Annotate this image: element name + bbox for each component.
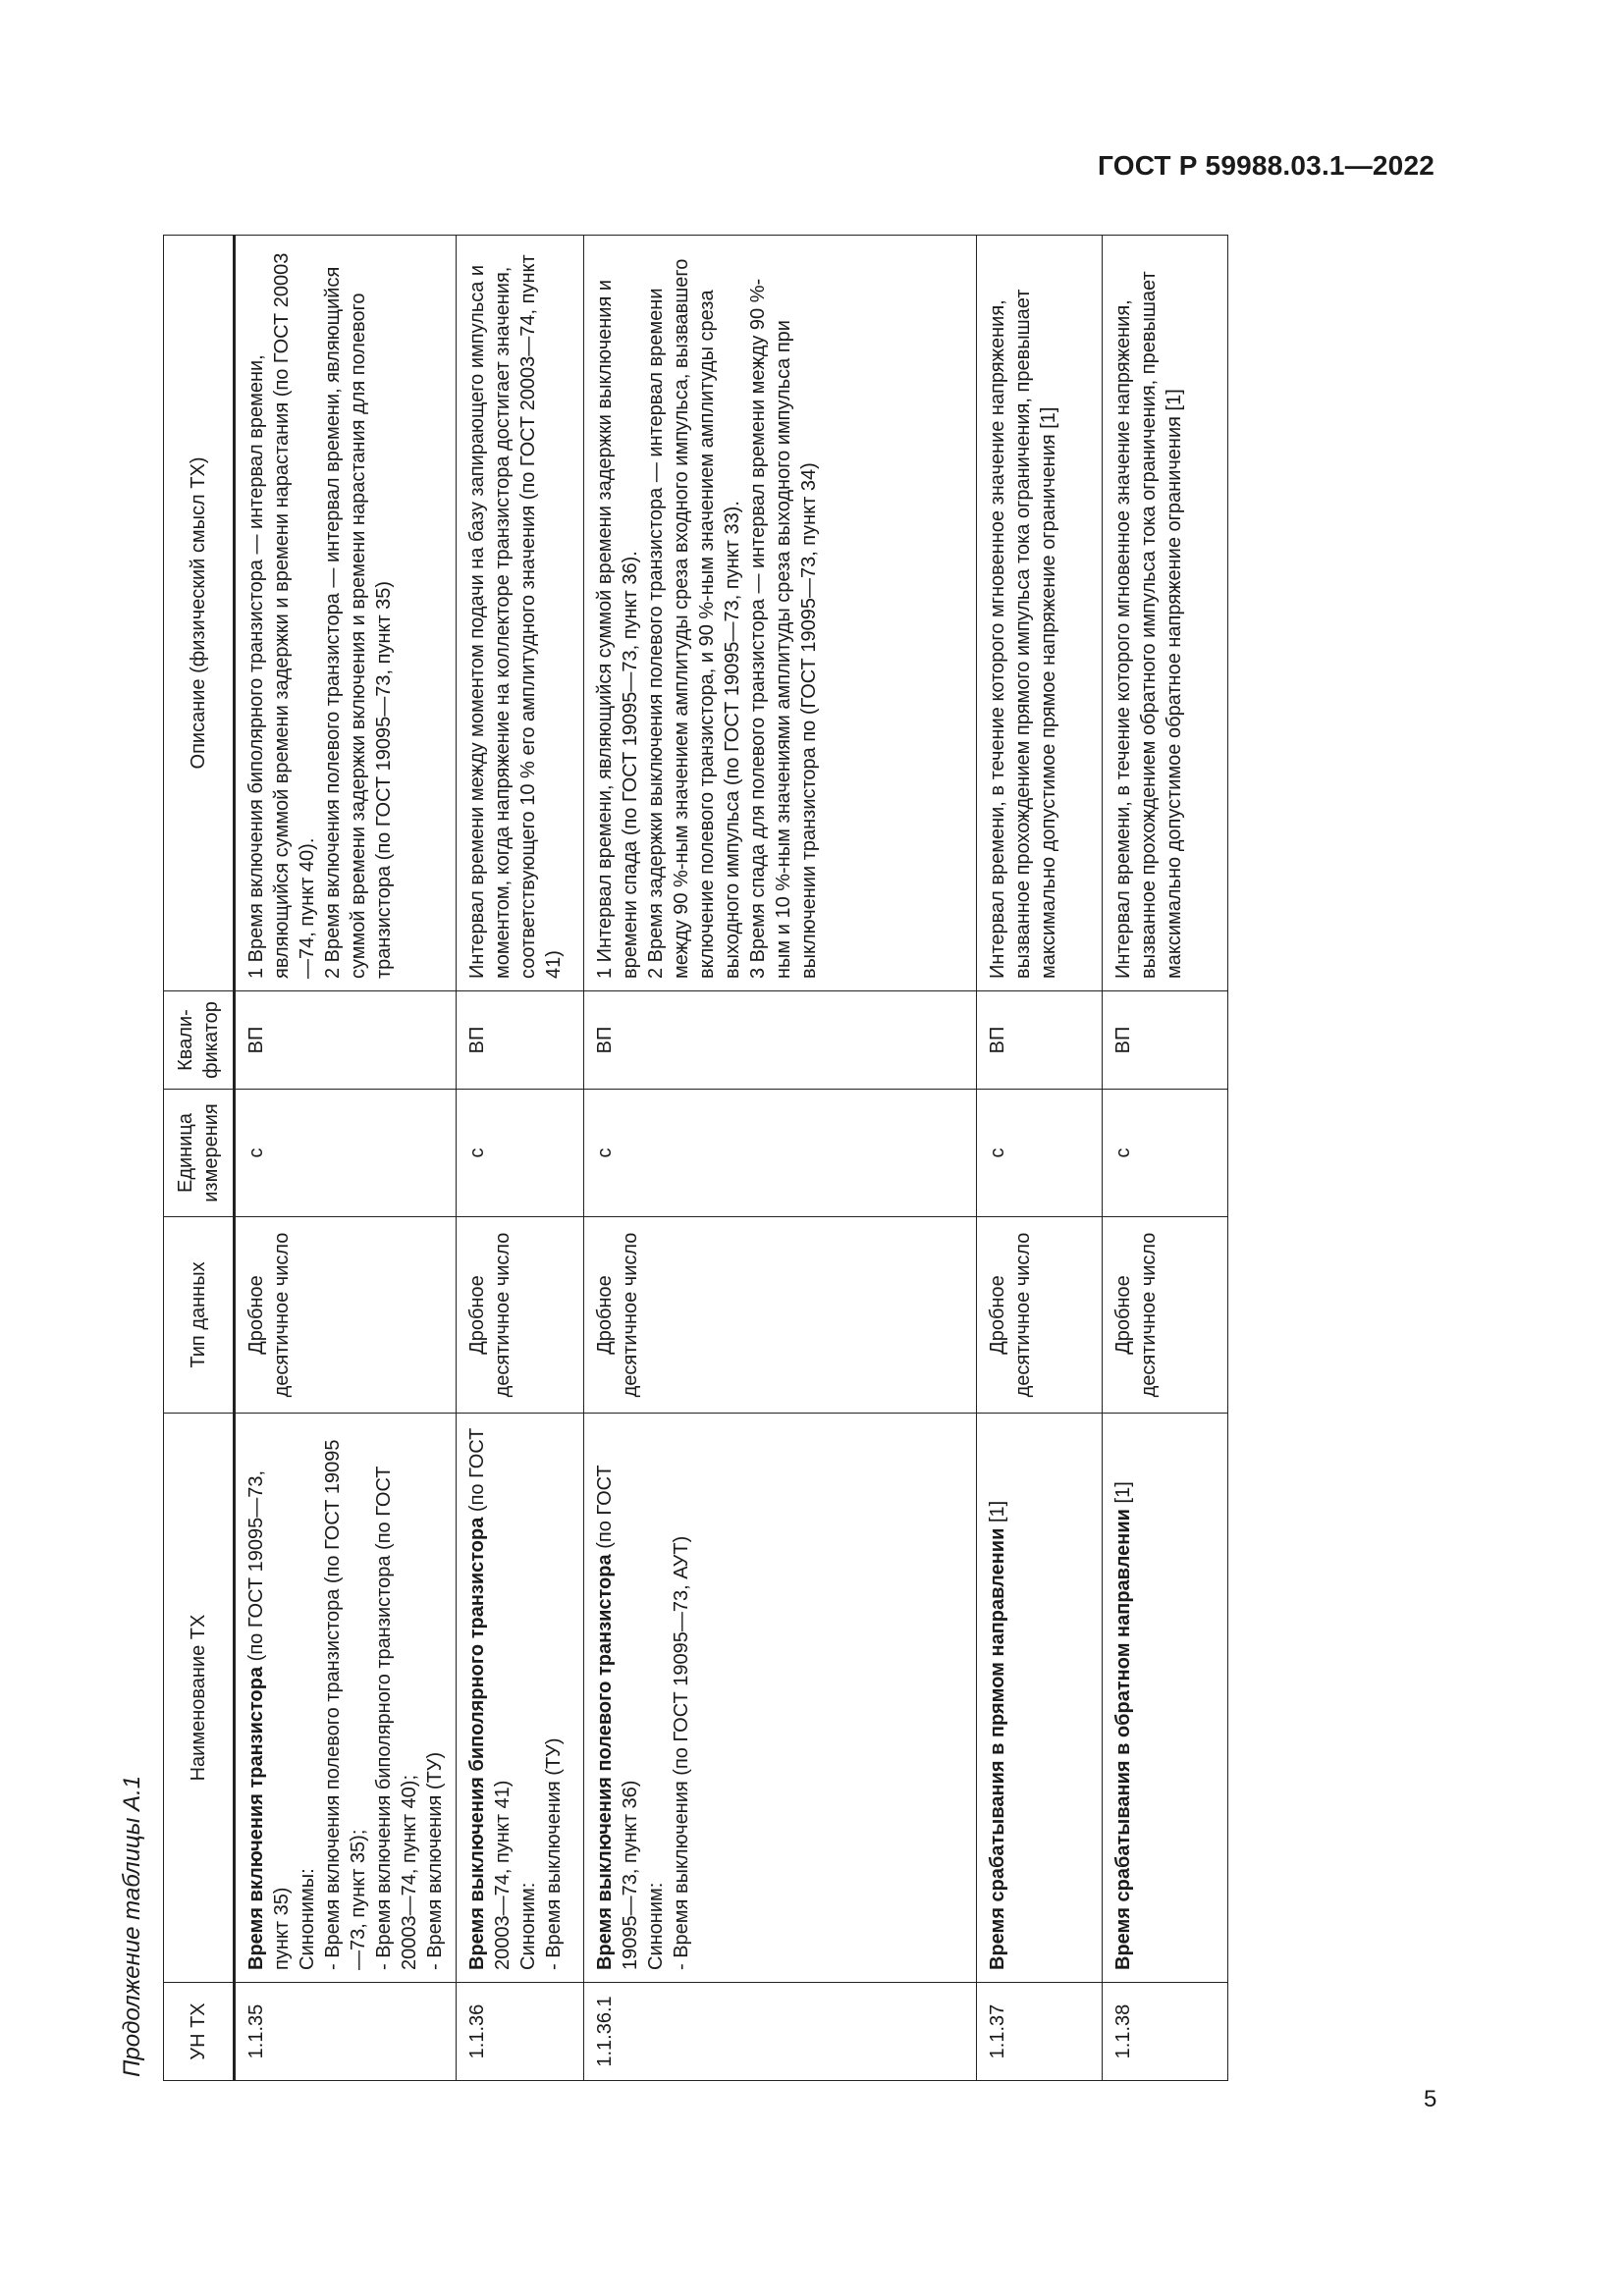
row-qualifier: ВП [584,991,977,1090]
row-data-type: Дробное десятичное число [1103,1217,1228,1414]
row-name-title: Время срабатывания в прямом направлении [987,1527,1008,1970]
table-caption: Продолжение таблицы А.1 [119,1775,145,2077]
row-data-type: Дробное десятичное число [457,1217,584,1414]
row-description [457,236,584,991]
row-description-para: Интервал времени между моментом подачи на базу запирающего импульса и моментом, когда напряжение на коллекторе транзистора достигает значения, соответствующего 10 % его амплитудного значения (по ГОСТ 20003—74, пункт 41) [466,254,565,979]
row-id: 1.1.36.1 [584,1983,977,2081]
row-qualifier: ВП [235,991,457,1090]
row-name-title: Время срабатывания в обратном направлении [1112,1509,1134,1970]
row-unit: с [457,1090,584,1217]
col-header-name: Наименование ТХ [164,1414,235,1983]
row-id: 1.1.35 [235,1983,457,2081]
row-qualifier: ВП [457,991,584,1090]
row-description [584,236,977,991]
row-synonyms-label: Синоним: [517,1882,539,1970]
row-id: 1.1.37 [977,1983,1103,2081]
row-description-para: Интервал времени, в течение которого мгновенное значение напряжения, вызванное прохождением обратного импульса тока ограничения, превышает максимально допустимое обратное напряжение ограничения [1] [1112,271,1185,979]
row-name-ref: [1] [987,1500,1008,1528]
row-id: 1.1.36 [457,1983,584,2081]
col-header-description: Описание (физический смысл ТХ) [164,236,235,991]
table-row [584,236,977,2081]
col-header-unit: Единица измерения [164,1090,235,1217]
row-description-para: 3 Время спада для полевого транзистора — интервал времени между 90 %-ным и 10 %-ным значениями амплитуды среза выходного импульса при выключении транзистора по (ГОСТ 19095—73, пункт 34) [747,278,820,979]
row-description [235,236,457,991]
row-unit: с [1103,1090,1228,1217]
row-synonym: - Время включения биполярного транзистора (по ГОСТ 20003—74, пункт 40); [373,1466,420,1970]
row-description-para: 1 Интервал времени, являющийся суммой времени задержки выключения и времени спада (по ГОСТ 19095—73, пункт 36). [594,279,641,979]
page-number: 5 [1424,2086,1437,2112]
row-name [235,1414,457,1983]
row-description-para: Интервал времени, в течение которого мгновенное значение напряжения, вызванное прохождением прямого импульса тока ограничения, превышает максимально допустимое прямое напряжение ограничения [1] [987,289,1059,979]
row-name-ref: (по ГОСТ 19095—73, пункт 35) [245,1469,293,1970]
row-name-title: Время выключения полевого транзистора [594,1554,616,1970]
row-synonyms-label: Синонимы: [297,1868,318,1970]
row-unit: с [235,1090,457,1217]
col-header-type: Тип данных [164,1217,235,1414]
row-name-title: Время выключения биполярного транзистора [466,1517,488,1970]
table-row [1103,236,1228,2081]
row-description [977,236,1103,991]
row-name-ref: (по ГОСТ 20003—74, пункт 41) [466,1427,514,1970]
col-header-qualifier: Квали-фикатор [164,991,235,1090]
row-data-type: Дробное десятичное число [977,1217,1103,1414]
row-synonym: - Время включения полевого транзистора (по ГОСТ 19095—73, пункт 35); [322,1439,369,1970]
row-description-para: 2 Время включения полевого транзистора — интервал времени, являющийся суммой времени задержки включения и времени нарастания для полевого транзистора (по ГОСТ 19095—73, пункт 35) [322,266,395,979]
row-synonym: - Время выключения (ТУ) [543,1737,565,1970]
row-data-type: Дробное десятичное число [235,1217,457,1414]
row-id: 1.1.38 [1103,1983,1228,2081]
row-name [457,1414,584,1983]
rotated-table-block [108,236,1335,2081]
table-row [235,236,457,2081]
row-name-title: Время включения транзистора [245,1666,267,1970]
row-data-type: Дробное десятичное число [584,1217,977,1414]
row-name [1103,1414,1228,1983]
row-name [584,1414,977,1983]
col-header-id: УН ТХ [164,1983,235,2081]
row-name [977,1414,1103,1983]
table-row [977,236,1103,2081]
row-qualifier: ВП [1103,991,1228,1090]
row-description [1103,236,1228,991]
row-synonym: - Время выключения (по ГОСТ 19095—73, АУТ) [671,1535,692,1970]
table-row [457,236,584,2081]
row-name-ref: (по ГОСТ 19095—73, пункт 36) [594,1465,641,1970]
characteristics-table [163,235,1228,2081]
row-synonym: - Время включения (ТУ) [424,1751,446,1970]
document-code: ГОСТ Р 59988.03.1—2022 [1098,150,1435,181]
table-header-row [164,236,235,2081]
row-description-para: 2 Время задержки выключения полевого транзистора — интервал времени между 90 %-ным значением амплитуды среза входного импульса, вызвавшего включение полевого транзистора, и 90 %-ным значением амплитуды среза выходного импульса (по ГОСТ 19095—73, пункт 33). [645,258,743,979]
row-unit: с [584,1090,977,1217]
row-unit: с [977,1090,1103,1217]
row-description-para: 1 Время включения биполярного транзистора — интервал времени, являющийся суммой времени задержки и времени нарастания (по ГОСТ 20003—74, пункт 40). [245,252,318,979]
row-name-ref: [1] [1112,1481,1134,1510]
row-qualifier: ВП [977,991,1103,1090]
row-synonyms-label: Синоним: [645,1882,667,1970]
